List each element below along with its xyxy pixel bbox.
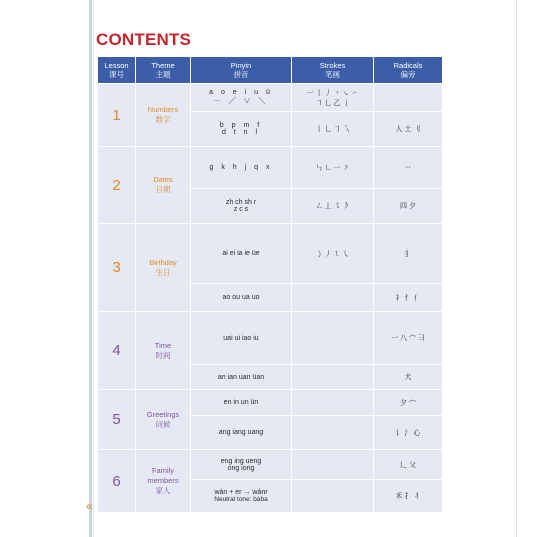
radicals-cell: 一 八 宀 彐	[374, 312, 442, 364]
chevron-left-icon[interactable]: «	[86, 499, 93, 513]
pinyin-cell: a o e i u ü － ╱ ∨ ╲	[191, 84, 291, 111]
strokes-cell	[292, 450, 373, 479]
pinyin-cell: wán + er → wánr Neutral tone: bàba	[191, 480, 291, 512]
header-lesson: Lesson 课号	[98, 57, 135, 83]
strokes-cell: ㇜ 丄 ㇌ ㇋	[292, 189, 373, 223]
lesson-theme[interactable]: Family members 家人	[136, 450, 190, 512]
lesson-theme[interactable]: Birthday 生日	[136, 224, 190, 311]
strokes-cell	[292, 312, 373, 364]
lesson-theme[interactable]: Numbers 数字	[136, 84, 190, 146]
lesson-theme[interactable]: Dates 日期	[136, 147, 190, 223]
lesson-number: 2	[98, 147, 135, 223]
strokes-cell	[292, 365, 373, 389]
strokes-cell: 一 丨 丿 丶 ㇏ ㇀ ㇕ 乚 乙 ㇁	[292, 84, 373, 111]
header-theme: Theme 主题	[136, 57, 190, 83]
header-pinyin: Pinyin 拼音	[191, 57, 291, 83]
strokes-cell	[292, 284, 373, 311]
table-row	[98, 224, 442, 283]
strokes-cell	[292, 416, 373, 449]
radicals-cell: 辶 父	[374, 450, 442, 479]
radicals-cell: 讠 氵 心	[374, 416, 442, 449]
table-row	[98, 450, 442, 479]
table-row	[98, 312, 442, 364]
pinyin-cell: ai ei ia ie üe	[191, 224, 291, 283]
radicals-cell: 禾 扌 丬	[374, 480, 442, 512]
left-page-edge	[89, 0, 92, 537]
right-page-edge	[516, 0, 517, 537]
lesson-number: 6	[98, 450, 135, 512]
pinyin-cell: g k h j q x	[191, 147, 291, 188]
contents-table	[97, 56, 443, 513]
table-row	[98, 147, 442, 188]
table-row	[98, 84, 442, 111]
pinyin-cell: b p m f d t n l	[191, 112, 291, 146]
lesson-number: 1	[98, 84, 135, 146]
pinyin-cell: ang iang uang	[191, 416, 291, 449]
lesson-number: 5	[98, 390, 135, 449]
radicals-cell: 礻 忄 亻	[374, 284, 442, 311]
pinyin-cell: en in un ün	[191, 390, 291, 415]
lesson-theme[interactable]: Greetings 问候	[136, 390, 190, 449]
strokes-cell	[292, 390, 373, 415]
radicals-cell: 丷	[374, 147, 442, 188]
strokes-cell: 丨 乚 ㇆ 乁	[292, 112, 373, 146]
lesson-number: 4	[98, 312, 135, 389]
strokes-cell: ㇉ ㇗ 一 ㇇	[292, 147, 373, 188]
pinyin-cell: uai ui iao iu	[191, 312, 291, 364]
strokes-cell	[292, 480, 373, 512]
pinyin-cell: eng ing ueng ong iong	[191, 450, 291, 479]
page-title: CONTENTS	[96, 30, 192, 49]
header-strokes: Strokes 笔画	[292, 57, 373, 83]
header-radicals: Radicals 偏旁	[374, 57, 442, 83]
radicals-cell: 人 土 刂	[374, 112, 442, 146]
table-header-row	[98, 57, 442, 83]
radicals-cell: 四 夕	[374, 189, 442, 223]
radicals-cell	[374, 84, 442, 111]
left-page-edge-inner	[93, 0, 94, 537]
pinyin-cell: ao ou ua uo	[191, 284, 291, 311]
table-row	[98, 390, 442, 415]
radicals-cell: 犭	[374, 224, 442, 283]
lesson-number: 3	[98, 224, 135, 311]
pinyin-cell: an ian uan üan	[191, 365, 291, 389]
pinyin-cell: zh ch sh r z c s	[191, 189, 291, 223]
radicals-cell: 犬	[374, 365, 442, 389]
radicals-cell: 夕 宀	[374, 390, 442, 415]
lesson-theme[interactable]: Time 时间	[136, 312, 190, 389]
strokes-cell: ㇁ 丿 ㇅ ㇂	[292, 224, 373, 283]
